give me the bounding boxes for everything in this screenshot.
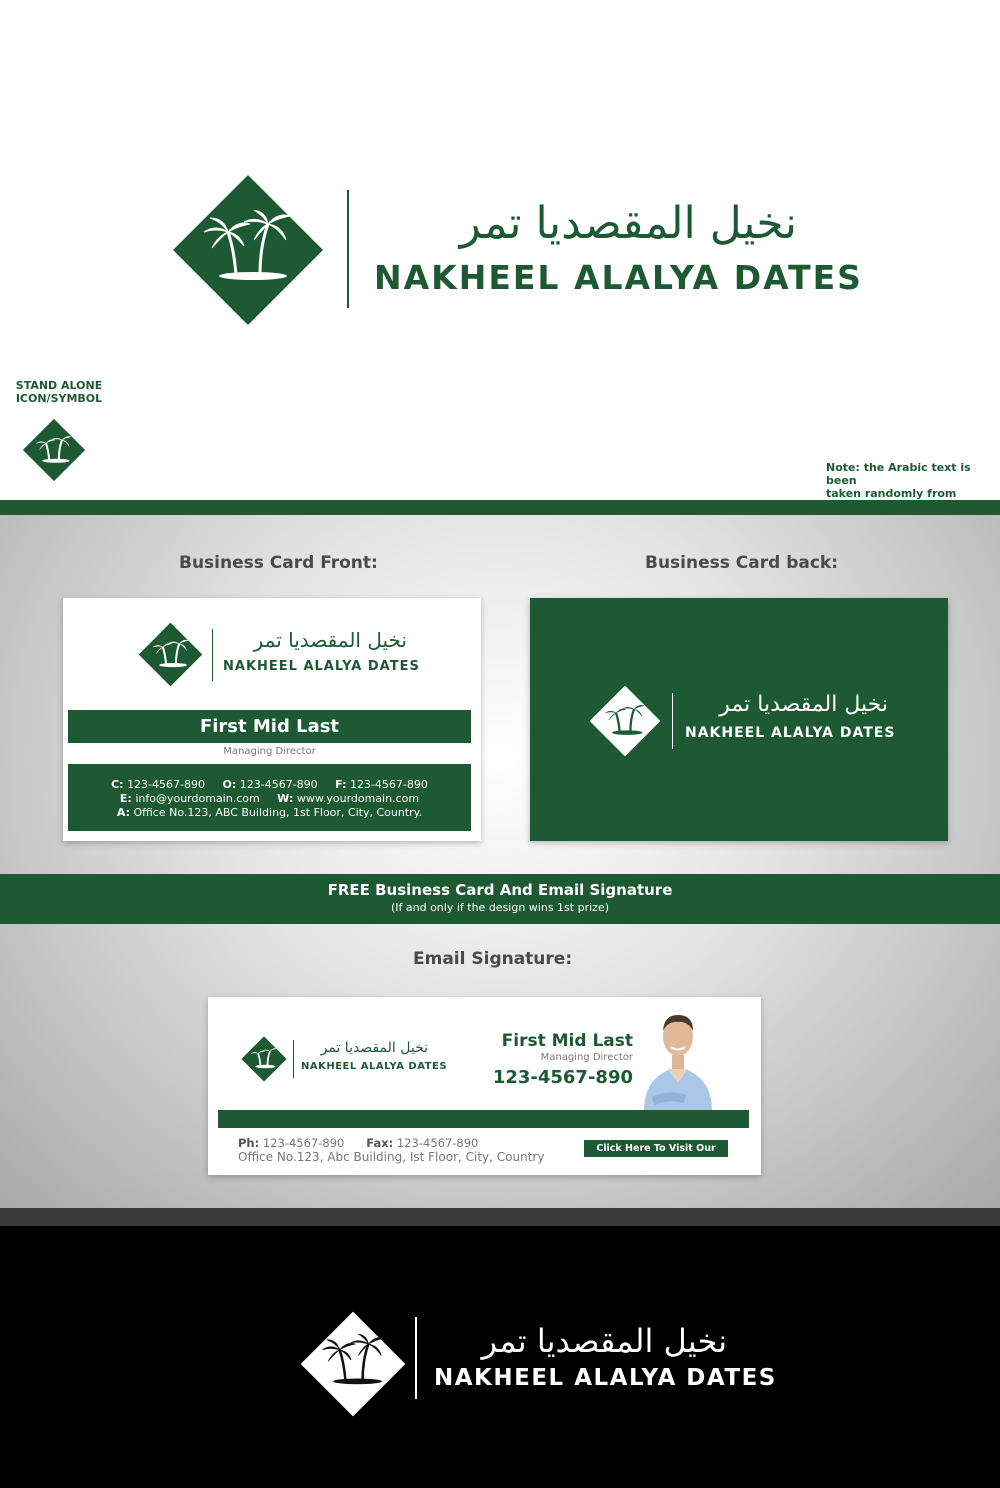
visit-web-button[interactable] xyxy=(584,1140,728,1171)
logo-divider xyxy=(212,629,213,681)
palm-trees-icon xyxy=(318,1334,390,1390)
logo-latin-name: NAKHEEL ALALYA DATES xyxy=(434,1365,777,1391)
logo-arabic-name: نخيل المقصديا تمر xyxy=(481,1322,727,1360)
banner-title: FREE Business Card And Email Signature xyxy=(327,881,673,899)
sig-person-name: First Mid Last xyxy=(501,1031,633,1051)
email-value: info@yourdomain.com xyxy=(135,792,260,805)
logo-latin-name: NAKHEEL ALALYA DATES xyxy=(301,1061,448,1072)
email-signature-heading: Email Signature: xyxy=(413,949,573,969)
note-line2: taken randomly from xyxy=(826,487,957,500)
sig-ph-label: Ph: xyxy=(238,1136,260,1150)
logo-on-black-section xyxy=(0,1226,1000,1488)
email-signature-card xyxy=(208,997,761,1175)
web-value: www.yourdomain.com xyxy=(296,792,420,805)
address-value: Office No.123, ABC Building, 1st Floor, City, Country. xyxy=(133,806,423,819)
sig-phone-big: 123-4567-890 xyxy=(492,1067,633,1088)
free-offer-banner xyxy=(0,874,1000,924)
sig-fax-label: Fax: xyxy=(366,1136,394,1150)
contact-line-phones xyxy=(68,778,471,791)
logo-arabic-name: نخيل المقصديا تمر xyxy=(719,692,888,717)
note-line1: Note: the Arabic text is been xyxy=(826,461,971,487)
visit-web-label: Click Here To Visit Our Web xyxy=(596,1143,716,1171)
fax-label: F: xyxy=(335,778,347,791)
logo-arabic-name: نخيل المقصديا تمر xyxy=(253,628,407,652)
logo-divider xyxy=(293,1040,294,1078)
logo-divider xyxy=(672,693,673,749)
standalone-label-line1: STAND ALONE xyxy=(15,379,103,392)
palm-trees-icon xyxy=(249,1047,279,1070)
palm-trees-icon xyxy=(602,703,648,738)
palm-trees-icon xyxy=(198,210,298,288)
office-label: O: xyxy=(222,778,237,791)
palm-trees-icon xyxy=(150,638,192,670)
sig-phone-line xyxy=(238,1136,478,1150)
office-value: 123-4567-890 xyxy=(239,778,318,791)
mockup-section xyxy=(0,515,1000,1208)
sig-divider-bar xyxy=(218,1110,749,1128)
contact-box xyxy=(68,764,471,831)
fax-value: 123-4567-890 xyxy=(349,778,428,791)
logo-latin-name: NAKHEEL ALALYA DATES xyxy=(685,725,896,741)
person-photo xyxy=(638,1007,718,1111)
card-back-heading: Business Card back: xyxy=(645,553,839,573)
card-front-heading: Business Card Front: xyxy=(179,553,378,573)
logo-divider xyxy=(347,190,349,308)
contact-line-address xyxy=(68,806,471,819)
sig-person-title: Managing Director xyxy=(540,1052,633,1063)
sig-fax-value: 123-4567-890 xyxy=(396,1136,479,1150)
logo-divider xyxy=(415,1317,417,1399)
name-bar xyxy=(68,710,471,743)
address-label: A: xyxy=(116,806,130,819)
sig-ph-value: 123-4567-890 xyxy=(262,1136,345,1150)
card-person-name: First Mid Last xyxy=(199,716,340,737)
standalone-label-line2: ICON/SYMBOL xyxy=(15,392,103,405)
palm-trees-icon xyxy=(34,434,74,466)
phone-value: 123-4567-890 xyxy=(127,778,205,791)
dark-strip xyxy=(0,1208,1000,1226)
phone-label: C: xyxy=(111,778,124,791)
web-label: W: xyxy=(277,792,294,805)
sig-address: Office No.123, Abc Building, Ist Floor, City, Country xyxy=(238,1150,545,1164)
business-card-back xyxy=(530,598,948,841)
business-card-front xyxy=(63,598,481,841)
card-person-title: Managing Director xyxy=(223,746,316,757)
logo-latin-name: NAKHEEL ALALYA DATES xyxy=(374,258,863,297)
banner-subtitle: (If and only if the design wins 1st prize) xyxy=(390,901,609,914)
logo-latin-name: NAKHEEL ALALYA DATES xyxy=(223,659,420,674)
standalone-label xyxy=(14,379,104,405)
logo-arabic-name: نخيل المقصديا تمر xyxy=(320,1040,428,1056)
contact-line-web xyxy=(68,792,471,805)
top-divider-bar xyxy=(0,500,1000,515)
logo-arabic-name: نخيل المقصديا تمر xyxy=(459,198,797,249)
email-label: E: xyxy=(119,792,132,805)
